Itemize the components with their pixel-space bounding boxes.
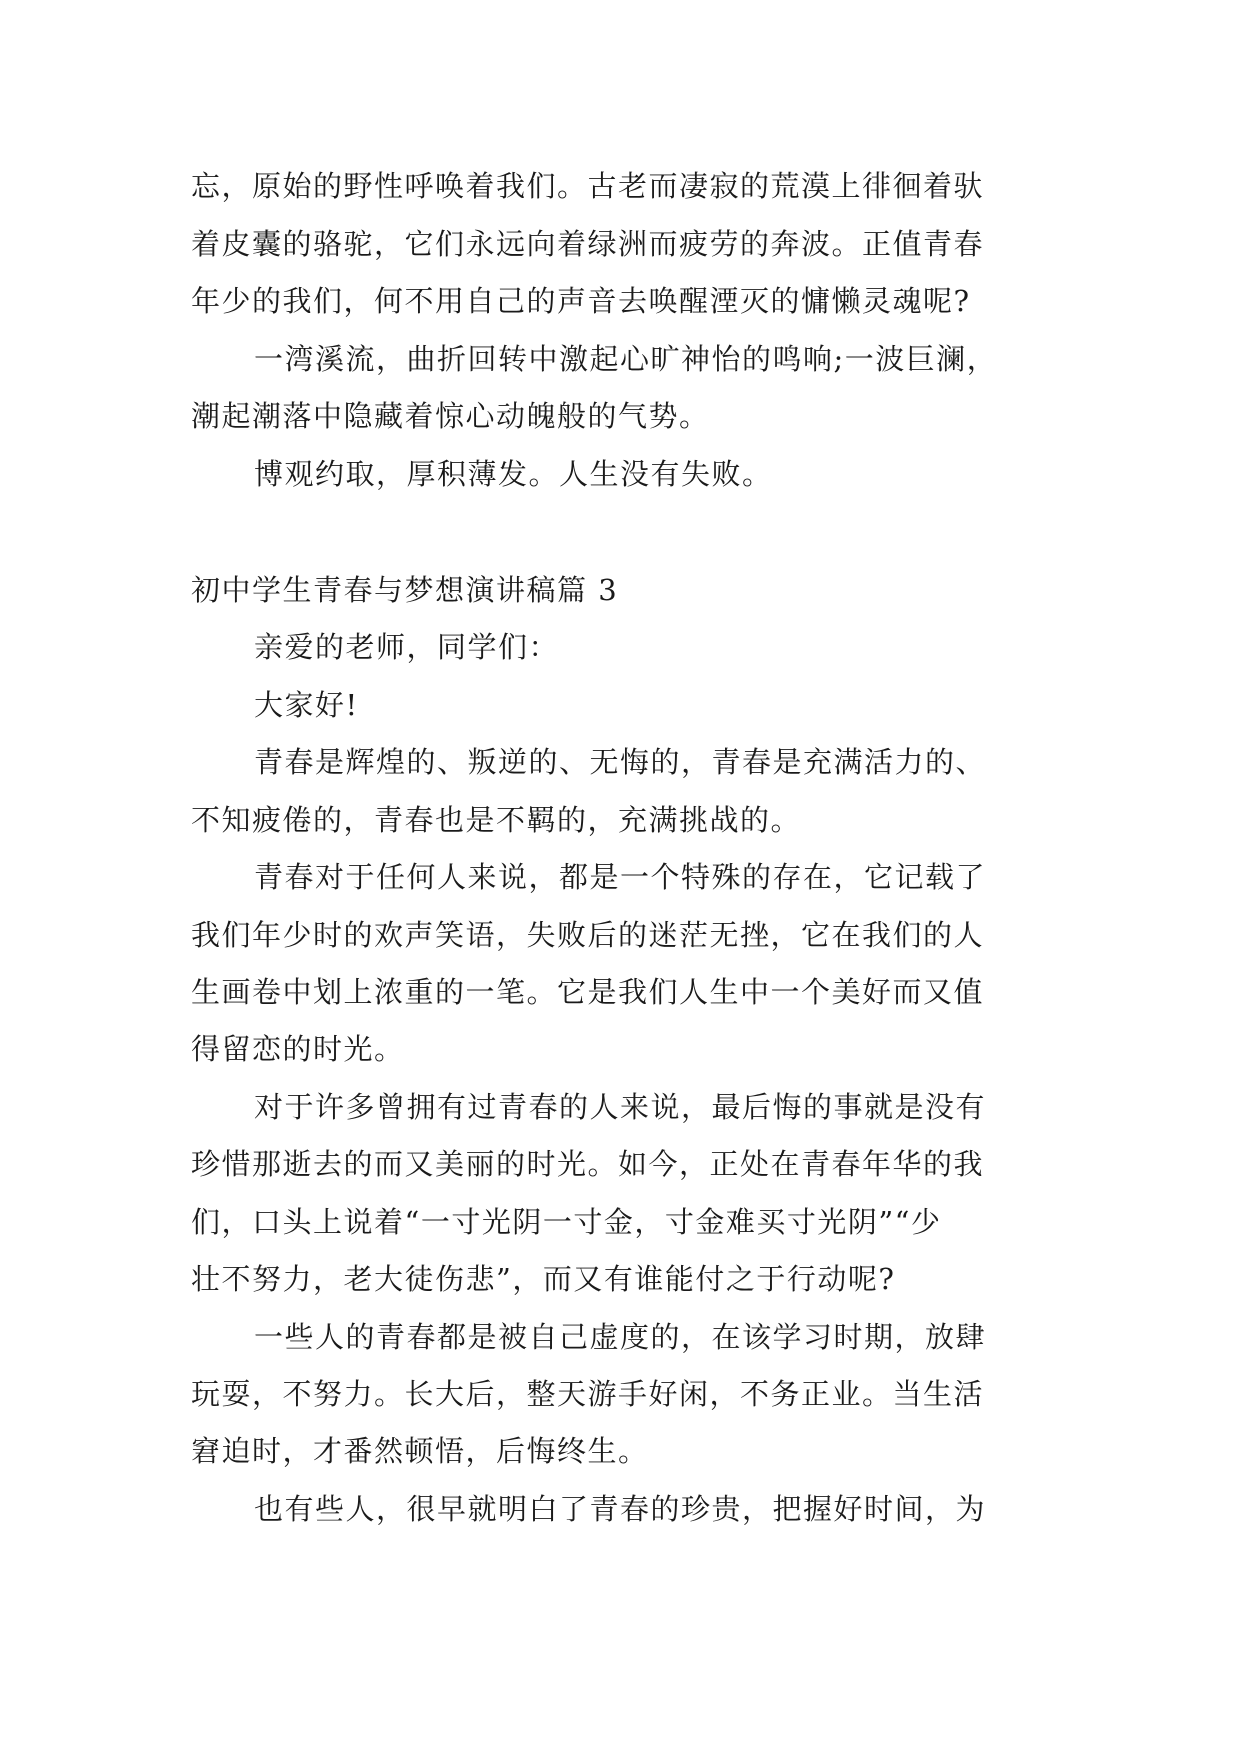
text-line: 着皮囊的骆驼，它们永远向着绿洲而疲劳的奔波。正值青春 (191, 227, 985, 261)
text-line: 潮起潮落中隐藏着惊心动魄般的气势。 (191, 399, 710, 433)
text-line: 一些人的青春都是被自己虚度的，在该学习时期，放肆 (254, 1320, 987, 1354)
salutation: 亲爱的老师，同学们： (254, 630, 560, 664)
text-line: 我们年少时的欢声笑语，失败后的迷茫无挫，它在我们的人 (191, 918, 985, 952)
text-line: 得留恋的时光。 (191, 1032, 405, 1066)
text-line: 壮不努力，老大徒伤悲”，而又有谁能付之于行动呢? (191, 1262, 896, 1296)
text-line: 们，口头上说着“一寸光阴一寸金，寸金难买寸光阴”“少 (191, 1205, 942, 1239)
section-title: 初中学生青春与梦想演讲稿篇 3 (191, 573, 619, 607)
text-line: 博观约取，厚积薄发。人生没有失败。 (254, 457, 773, 491)
text-line: 生画卷中划上浓重的一笔。它是我们人生中一个美好而又值 (191, 975, 985, 1009)
greeting: 大家好! (254, 688, 359, 722)
text-line: 对于许多曾拥有过青春的人来说，最后悔的事就是没有 (254, 1090, 987, 1124)
text-line: 窘迫时，才番然顿悟，后悔终生。 (191, 1434, 649, 1468)
text-line: 也有些人，很早就明白了青春的珍贵，把握好时间，为 (254, 1492, 987, 1526)
text-line: 不知疲倦的，青春也是不羁的，充满挑战的。 (191, 803, 802, 837)
text-line: 年少的我们，何不用自己的声音去唤醒湮灭的慵懒灵魂呢? (191, 284, 971, 318)
text-line: 忘，原始的野性呼唤着我们。古老而凄寂的荒漠上徘徊着驮 (191, 169, 985, 203)
text-line: 珍惜那逝去的而又美丽的时光。如今，正处在青春年华的我 (191, 1147, 985, 1181)
text-line: 一湾溪流，曲折回转中激起心旷神怡的鸣响;一波巨澜， (254, 342, 998, 376)
text-line: 青春是辉煌的、叛逆的、无悔的，青春是充满活力的、 (254, 745, 987, 779)
text-line: 玩耍，不努力。长大后，整天游手好闲，不务正业。当生活 (191, 1377, 985, 1411)
text-line: 青春对于任何人来说，都是一个特殊的存在，它记载了 (254, 860, 987, 894)
